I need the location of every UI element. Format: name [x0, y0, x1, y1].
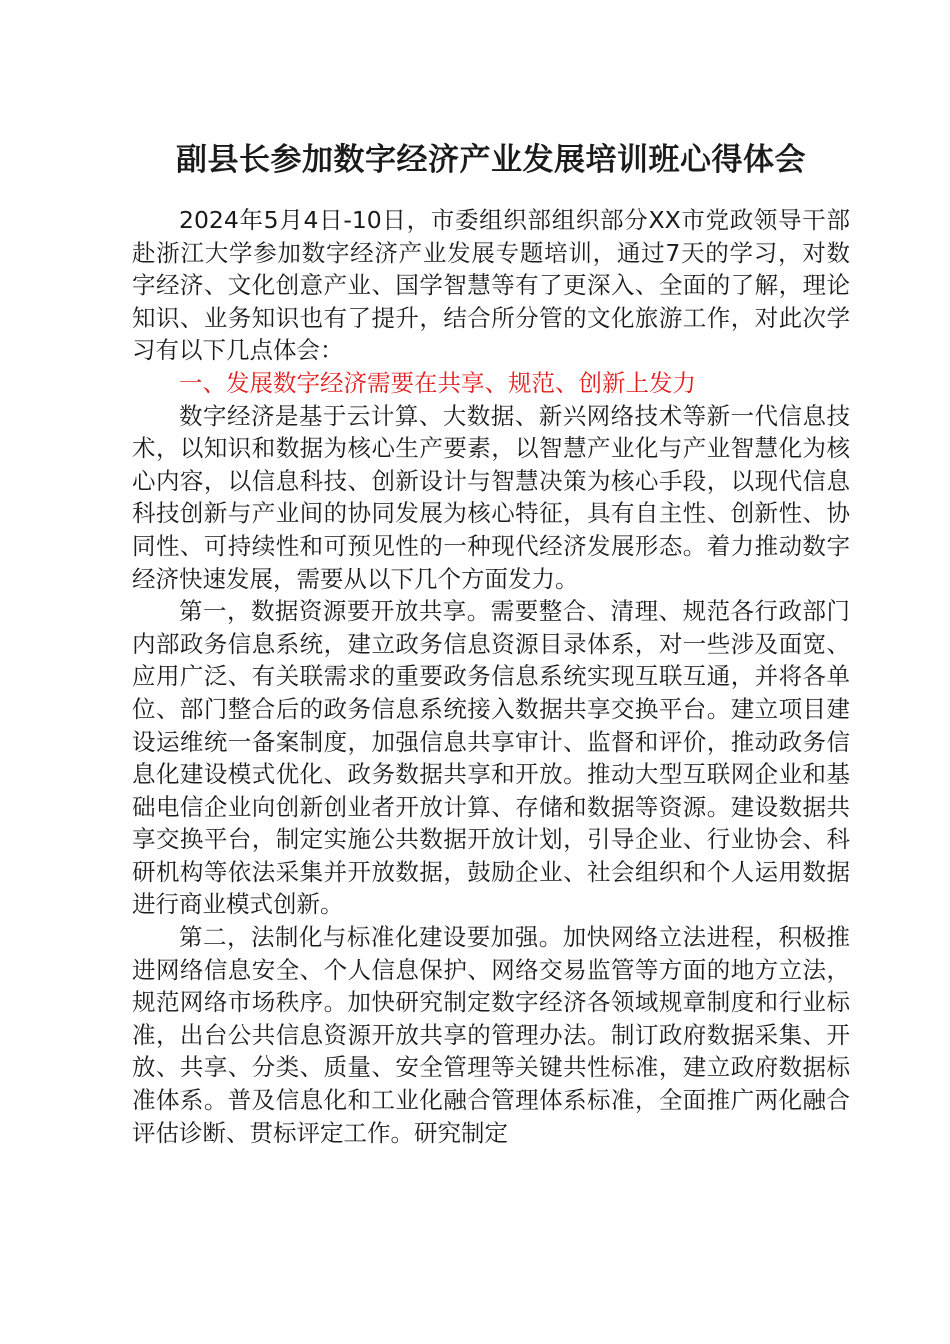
document-title: 副县长参加数字经济产业发展培训班心得体会: [176, 142, 806, 178]
intro-paragraph: 2024年5月4日-10日，市委组织部组织部分XX市党政领导干部赴浙江大学参加数字经济产业发展专题培训，通过7天的学习，对数字经济、文化创意产业、国学智慧等有了更深入、全面的了解，理论知识、业务知识也有了提升，结合所分管的文化旅游工作，对此次学习有以下几点体会：: [132, 206, 850, 365]
body-paragraph-digital-economy: 数字经济是基于云计算、大数据、新兴网络技术等新一代信息技术，以知识和数据为核心生产要素，以智慧产业化与产业智慧化为核心内容，以信息科技、创新设计与智慧决策为核心手段，以现代信息科技创新与产业间的协同发展为核心特征，具有自主性、创新性、协同性、可持续性和可预见性的一种现代经济发展形态。着力推动数字经济快速发展，需要从以下几个方面发力。: [132, 401, 850, 593]
document-page: [132, 138, 850, 1149]
body-paragraph-legal-standards: 第二，法制化与标准化建设要加强。加快网络立法进程，积极推进网络信息安全、个人信息保护、网络交易监管等方面的地方立法，规范网络市场秩序。加快研究制定数字经济各领域规章制度和行业标准，出台公共信息资源开放共享的管理办法。制订政府数据采集、开放、共享、分类、质量、安全管理等关键共性标准，建立政府数据标准体系。普及信息化和工业化融合管理体系标准，全面推广两化融合评估诊断、贯标评定工作。研究制定: [132, 923, 850, 1147]
section-heading-1: 一、发展数字经济需要在共享、规范、创新上发力: [179, 368, 696, 397]
body-paragraph-data-sharing: 第一，数据资源要开放共享。需要整合、清理、规范各行政部门内部政务信息系统，建立政务信息资源目录体系，对一些涉及面宽、应用广泛、有关联需求的重要政务信息系统实现互联互通，并将各单位、部门整合后的政务信息系统接入数据共享交换平台。建立项目建设运维统一备案制度，加强信息共享审计、监督和评价，推动政务信息化建设模式优化、政务数据共享和开放。推动大型互联网企业和基础电信企业向创新创业者开放计算、存储和数据等资源。建设数据共享交换平台，制定实施公共数据开放计划，引导企业、行业协会、科研机构等依法采集并开放数据，鼓励企业、社会组织和个人运用数据进行商业模式创新。: [132, 597, 850, 919]
